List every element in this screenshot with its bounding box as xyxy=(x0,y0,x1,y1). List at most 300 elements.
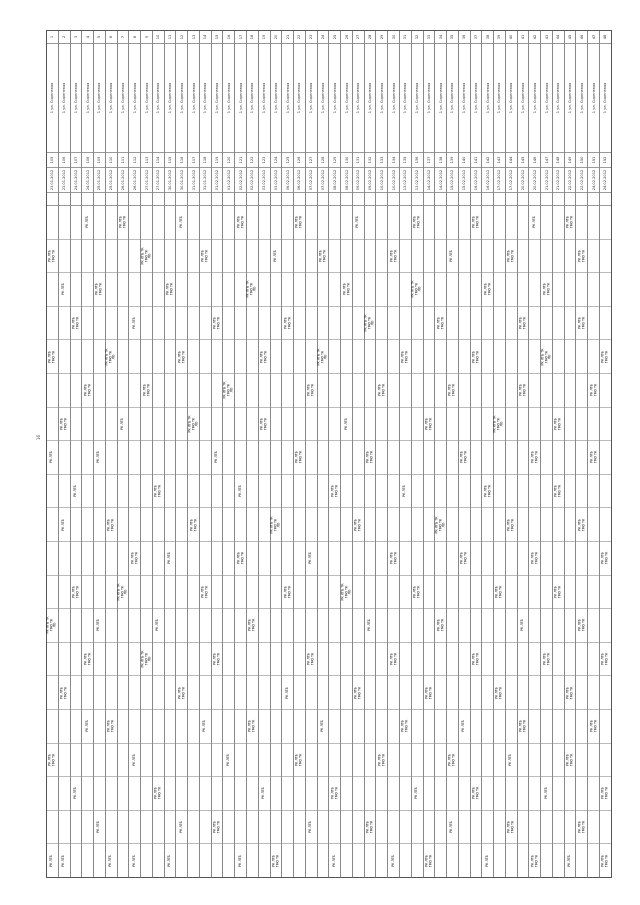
schedule-cell xyxy=(212,777,223,811)
schedule-mark: РК ЛГБ ГМО ТК xyxy=(471,216,479,229)
schedule-cell xyxy=(235,542,246,576)
schedule-cell xyxy=(341,811,352,845)
schedule-mark: РК ЛГБ ГМО ТК xyxy=(294,753,303,767)
schedule-cell xyxy=(59,777,70,811)
schedule-cell xyxy=(376,441,387,475)
schedule-cell xyxy=(165,844,176,877)
schedule-cell xyxy=(259,777,270,811)
row-number-cell-text: 5 xyxy=(97,35,102,39)
schedule-cell xyxy=(212,408,223,442)
schedule-cell xyxy=(541,206,552,240)
schedule-mark: РК ЛГБ ГМО ТК xyxy=(106,719,115,733)
schedule-cell xyxy=(71,508,82,542)
row-number-cell xyxy=(94,31,105,44)
schedule-cell xyxy=(200,844,211,877)
row-number-cell-text: 21 xyxy=(285,34,290,40)
schedule-cell xyxy=(318,408,329,442)
schedule-cell xyxy=(471,576,482,610)
schedule-cell xyxy=(365,508,376,542)
schedule-cell xyxy=(435,811,446,845)
schedule-cell xyxy=(576,811,587,845)
row-name-cell xyxy=(165,44,176,153)
schedule-cell xyxy=(529,408,540,442)
schedule-cell xyxy=(365,777,376,811)
row-date-cell-text: 20.02.2012 xyxy=(532,169,537,191)
schedule-mark: РК ЛГБ ГМО ТК xyxy=(153,484,162,498)
schedule-cell xyxy=(282,475,293,509)
row-date-cell xyxy=(282,168,293,193)
schedule-cell xyxy=(365,744,376,778)
schedule-cell xyxy=(71,811,82,845)
schedule-cell xyxy=(59,206,70,240)
schedule-cell xyxy=(529,676,540,710)
schedule-cell xyxy=(435,710,446,744)
row-code-cell xyxy=(435,153,446,168)
row-date-cell xyxy=(553,168,564,193)
schedule-cell xyxy=(306,643,317,677)
schedule-cell xyxy=(223,508,234,542)
row-date-cell xyxy=(200,168,211,193)
schedule-cell xyxy=(494,844,505,877)
schedule-cell xyxy=(329,609,340,643)
table-row xyxy=(576,31,588,877)
table-row xyxy=(235,31,247,877)
schedule-cell xyxy=(129,676,140,710)
schedule-cell xyxy=(118,576,129,610)
row-number-cell-text: 29 xyxy=(379,34,384,40)
schedule-cell xyxy=(506,307,517,341)
table-row xyxy=(400,31,412,877)
schedule-cell xyxy=(353,676,364,710)
row-code-cell xyxy=(106,153,117,168)
schedule-cell xyxy=(282,643,293,677)
schedule-mark: РК ЛГБ ГМО ТК xyxy=(400,719,409,733)
schedule-cell xyxy=(247,844,258,877)
schedule-cell xyxy=(106,374,117,408)
row-number-cell xyxy=(259,31,270,44)
schedule-cell xyxy=(106,576,117,610)
schedule-cell xyxy=(518,408,529,442)
schedule-cell xyxy=(153,273,164,307)
schedule-cell xyxy=(306,240,317,274)
row-number-cell-text: 46 xyxy=(579,34,584,40)
schedule-cell xyxy=(541,576,552,610)
schedule-mark: РК ЛГБ ГМО ТК xyxy=(271,854,279,867)
schedule-mark: РК ЛГБ ГМО ТК xyxy=(388,652,397,666)
schedule-mark: РК ЛГБ ГМО ТК xyxy=(541,652,550,666)
schedule-cell xyxy=(235,374,246,408)
schedule-mark: РК ЛГБ ТК ГМО ТК ЛО xyxy=(116,583,128,601)
schedule-cell xyxy=(341,676,352,710)
row-name-cell xyxy=(588,44,599,153)
schedule-cell xyxy=(447,576,458,610)
row-name-cell-text: 1 ул. Сиреневая xyxy=(50,82,55,114)
schedule-mark: РК ЛГБ ТК ГМО ТК ЛО xyxy=(316,348,328,366)
table-row xyxy=(506,31,518,877)
schedule-cell xyxy=(553,307,564,341)
schedule-mark: РК ЛГБ ГМО ТК xyxy=(400,350,409,363)
schedule-cell xyxy=(471,710,482,744)
schedule-cell xyxy=(212,811,223,845)
schedule-cell xyxy=(235,744,246,778)
schedule-cell xyxy=(200,307,211,341)
schedule-cell xyxy=(82,475,93,509)
schedule-cell xyxy=(188,676,199,710)
schedule-cell xyxy=(141,777,152,811)
schedule-mark: РК ЛГБ ГМО ТК xyxy=(589,719,597,733)
row-name-cell xyxy=(141,44,152,153)
row-name-cell-text: 1 ул. Сиреневая xyxy=(579,82,584,114)
schedule-cell xyxy=(200,475,211,509)
schedule-cell xyxy=(353,710,364,744)
schedule-cell xyxy=(518,844,529,877)
schedule-cell xyxy=(388,542,399,576)
schedule-cell xyxy=(365,206,376,240)
schedule-cell xyxy=(494,542,505,576)
schedule-cell xyxy=(424,576,435,610)
row-name-cell-text: 1 ул. Сиреневая xyxy=(485,82,490,114)
schedule-cell xyxy=(494,206,505,240)
schedule-cell xyxy=(588,307,599,341)
schedule-cell xyxy=(365,576,376,610)
schedule-mark: РК ЛГБ ГМО ТК xyxy=(565,686,574,699)
row-code-cell xyxy=(482,153,493,168)
row-code-cell xyxy=(94,153,105,168)
schedule-cell xyxy=(518,643,529,677)
row-date-cell xyxy=(400,168,411,193)
schedule-cell xyxy=(71,710,82,744)
schedule-mark: РК ЛГБ xyxy=(461,720,466,733)
schedule-cell xyxy=(518,676,529,710)
row-code-cell xyxy=(576,153,587,168)
schedule-cell xyxy=(212,508,223,542)
schedule-cell xyxy=(447,340,458,374)
schedule-cell xyxy=(482,408,493,442)
row-code-cell-text: 131 xyxy=(356,156,361,164)
schedule-cell xyxy=(412,744,423,778)
schedule-cell xyxy=(329,542,340,576)
row-name-cell-text: 1 ул. Сиреневая xyxy=(297,82,302,114)
schedule-cell xyxy=(541,307,552,341)
schedule-cell xyxy=(282,542,293,576)
schedule-cell xyxy=(165,475,176,509)
table-row xyxy=(459,31,471,877)
schedule-cell xyxy=(94,475,105,509)
schedule-cell xyxy=(176,374,187,408)
row-schedule-cells xyxy=(471,206,482,877)
schedule-cell xyxy=(306,844,317,877)
schedule-mark: РК ЛГБ ТК ГМО ТК ЛО xyxy=(104,348,116,366)
row-code-cell xyxy=(376,153,387,168)
row-name-cell xyxy=(565,44,576,153)
schedule-cell xyxy=(59,576,70,610)
row-number-cell-text: 43 xyxy=(544,34,549,40)
schedule-cell xyxy=(353,643,364,677)
row-schedule-cells xyxy=(329,206,340,877)
schedule-cell xyxy=(294,744,305,778)
schedule-cell xyxy=(235,441,246,475)
schedule-cell xyxy=(82,273,93,307)
schedule-cell xyxy=(412,609,423,643)
row-name-cell-text: 1 ул. Сиреневая xyxy=(509,82,514,114)
row-date-cell xyxy=(435,168,446,193)
row-name-cell-text: 1 ул. Сиреневая xyxy=(250,82,255,114)
row-schedule-cells xyxy=(47,206,58,877)
schedule-cell xyxy=(588,206,599,240)
schedule-cell xyxy=(165,710,176,744)
row-number-cell xyxy=(553,31,564,44)
schedule-cell xyxy=(553,811,564,845)
schedule-mark: РК ЛГБ ГМО ТК xyxy=(436,619,444,632)
schedule-cell xyxy=(600,340,611,374)
schedule-cell xyxy=(588,744,599,778)
schedule-cell xyxy=(176,441,187,475)
schedule-cell xyxy=(447,408,458,442)
schedule-cell xyxy=(129,609,140,643)
schedule-cell xyxy=(388,609,399,643)
row-number-cell xyxy=(447,31,458,44)
row-schedule-cells xyxy=(565,206,576,877)
schedule-cell xyxy=(176,576,187,610)
schedule-cell xyxy=(376,240,387,274)
schedule-cell xyxy=(565,508,576,542)
row-code-cell-text: 144 xyxy=(509,156,514,164)
row-number-cell-text: 45 xyxy=(568,34,573,40)
schedule-cell xyxy=(247,643,258,677)
schedule-cell xyxy=(318,744,329,778)
schedule-cell xyxy=(471,475,482,509)
schedule-cell xyxy=(400,307,411,341)
schedule-cell xyxy=(223,676,234,710)
row-number-cell-text: 39 xyxy=(497,34,502,40)
schedule-cell xyxy=(376,609,387,643)
schedule-cell xyxy=(165,508,176,542)
schedule-cell xyxy=(435,744,446,778)
schedule-cell xyxy=(388,307,399,341)
row-code-cell-text: 115 xyxy=(168,156,173,164)
schedule-cell xyxy=(153,676,164,710)
schedule-cell xyxy=(106,844,117,877)
schedule-cell xyxy=(459,206,470,240)
row-number-cell xyxy=(565,31,576,44)
schedule-mark: РК ЛГБ ГМО ТК xyxy=(212,652,221,666)
schedule-mark: РК ЛГБ ГМО ТК xyxy=(471,787,479,800)
schedule-cell xyxy=(412,643,423,677)
schedule-cell xyxy=(212,676,223,710)
schedule-mark: РК ЛГБ ГМО ТК xyxy=(294,216,303,229)
schedule-cell xyxy=(153,811,164,845)
schedule-cell xyxy=(271,374,282,408)
schedule-cell xyxy=(588,576,599,610)
row-schedule-cells xyxy=(376,206,387,877)
schedule-cell xyxy=(94,643,105,677)
schedule-cell xyxy=(365,475,376,509)
schedule-cell xyxy=(341,441,352,475)
schedule-cell xyxy=(165,408,176,442)
schedule-cell xyxy=(400,273,411,307)
schedule-mark: РК ЛГБ ГМО ТК xyxy=(589,384,597,397)
schedule-cell xyxy=(553,206,564,240)
row-number-cell xyxy=(212,31,223,44)
schedule-cell xyxy=(247,374,258,408)
schedule-cell xyxy=(553,710,564,744)
schedule-cell xyxy=(518,374,529,408)
schedule-mark: РК ЛГБ xyxy=(73,485,78,497)
schedule-cell xyxy=(482,643,493,677)
row-date-cell xyxy=(482,168,493,193)
schedule-cell xyxy=(176,508,187,542)
schedule-cell xyxy=(588,777,599,811)
schedule-cell xyxy=(400,408,411,442)
row-name-cell-text: 1 ул. Сиреневая xyxy=(426,82,431,114)
schedule-cell xyxy=(235,508,246,542)
row-blank-cell xyxy=(282,193,293,206)
row-date-cell xyxy=(318,168,329,193)
schedule-mark: РК ЛГБ ГМО ТК xyxy=(200,249,209,263)
schedule-mark: РК ЛГБ ТК ГМО ТК ЛО xyxy=(493,415,505,433)
schedule-cell xyxy=(341,240,352,274)
schedule-cell xyxy=(82,844,93,877)
schedule-cell xyxy=(47,206,58,240)
schedule-cell xyxy=(106,811,117,845)
schedule-cell xyxy=(129,307,140,341)
row-code-cell-text: 122 xyxy=(250,156,255,164)
row-date-cell-text: 07.02.2012 xyxy=(320,169,325,191)
schedule-cell xyxy=(376,576,387,610)
row-date-cell xyxy=(329,168,340,193)
schedule-cell xyxy=(106,441,117,475)
row-number-cell xyxy=(412,31,423,44)
schedule-cell xyxy=(247,475,258,509)
row-name-cell-text: 1 ул. Сиреневая xyxy=(109,82,114,114)
schedule-cell xyxy=(471,676,482,710)
schedule-cell xyxy=(223,206,234,240)
row-number-cell-text: 40 xyxy=(509,34,514,40)
row-blank-cell xyxy=(306,193,317,206)
row-number-cell-text: 13 xyxy=(191,34,196,40)
schedule-cell xyxy=(259,441,270,475)
schedule-cell xyxy=(188,811,199,845)
schedule-cell xyxy=(541,710,552,744)
row-number-cell xyxy=(341,31,352,44)
row-name-cell-text: 1 ул. Сиреневая xyxy=(462,82,467,114)
schedule-cell xyxy=(353,576,364,610)
schedule-cell xyxy=(259,508,270,542)
table-row xyxy=(471,31,483,877)
schedule-cell xyxy=(200,777,211,811)
schedule-cell xyxy=(71,374,82,408)
schedule-cell xyxy=(600,643,611,677)
schedule-cell xyxy=(412,307,423,341)
row-schedule-cells xyxy=(553,206,564,877)
schedule-cell xyxy=(82,744,93,778)
schedule-cell xyxy=(553,676,564,710)
row-date-cell xyxy=(447,168,458,193)
schedule-mark: РК ЛГБ xyxy=(120,417,125,430)
schedule-cell xyxy=(153,844,164,877)
table-row xyxy=(318,31,330,877)
schedule-cell xyxy=(353,340,364,374)
schedule-cell xyxy=(588,811,599,845)
schedule-mark: РК ЛГБ ГМО ТК xyxy=(447,384,456,397)
row-blank-cell xyxy=(235,193,246,206)
table-row xyxy=(353,31,365,877)
row-number-cell xyxy=(306,31,317,44)
schedule-cell xyxy=(529,340,540,374)
schedule-cell xyxy=(329,710,340,744)
row-schedule-cells xyxy=(459,206,470,877)
table-row xyxy=(482,31,494,877)
schedule-cell xyxy=(282,811,293,845)
row-number-cell xyxy=(400,31,411,44)
row-date-cell xyxy=(376,168,387,193)
row-schedule-cells xyxy=(165,206,176,877)
schedule-cell xyxy=(94,576,105,610)
schedule-mark: РК ЛГБ ГМО ТК xyxy=(553,484,562,498)
row-date-cell xyxy=(247,168,258,193)
schedule-cell xyxy=(353,374,364,408)
row-name-cell xyxy=(153,44,164,153)
schedule-mark: РК ЛГБ ГМО ТК xyxy=(59,417,68,431)
schedule-mark: РК ЛГБ xyxy=(414,787,419,800)
schedule-cell xyxy=(400,508,411,542)
row-number-cell xyxy=(365,31,376,44)
schedule-cell xyxy=(82,307,93,341)
schedule-mark: РК ЛГБ ГМО ТК xyxy=(424,854,432,867)
schedule-cell xyxy=(565,643,576,677)
row-date-cell xyxy=(388,168,399,193)
schedule-cell xyxy=(188,408,199,442)
row-code-cell-text: 118 xyxy=(203,156,208,164)
schedule-cell xyxy=(459,340,470,374)
row-schedule-cells xyxy=(294,206,305,877)
row-code-cell-text: 139 xyxy=(450,156,455,164)
schedule-cell xyxy=(294,777,305,811)
schedule-cell xyxy=(435,408,446,442)
row-date-cell xyxy=(529,168,540,193)
schedule-cell xyxy=(600,475,611,509)
row-blank-cell xyxy=(424,193,435,206)
schedule-mark: РК ЛГБ ГМО ТК xyxy=(600,854,609,867)
schedule-cell xyxy=(353,609,364,643)
row-date-cell-text: 16.02.2012 xyxy=(485,169,490,191)
schedule-cell xyxy=(71,475,82,509)
schedule-cell xyxy=(518,744,529,778)
schedule-cell xyxy=(294,206,305,240)
row-date-cell xyxy=(59,168,70,193)
schedule-cell xyxy=(365,240,376,274)
row-number-cell-text: 22 xyxy=(297,34,302,40)
schedule-mark: РК ЛГБ ГМО ТК xyxy=(259,417,268,431)
schedule-cell xyxy=(212,307,223,341)
schedule-cell xyxy=(106,777,117,811)
row-name-cell-text: 1 ул. Сиреневая xyxy=(320,82,325,114)
schedule-cell xyxy=(353,441,364,475)
row-code-cell-text: 148 xyxy=(556,156,561,164)
schedule-cell xyxy=(506,273,517,307)
row-name-cell xyxy=(459,44,470,153)
schedule-cell xyxy=(118,240,129,274)
schedule-mark: РК ЛГБ ГМО ТК xyxy=(294,451,303,464)
schedule-cell xyxy=(553,374,564,408)
schedule-cell xyxy=(553,777,564,811)
row-blank-cell xyxy=(176,193,187,206)
table-row xyxy=(129,31,141,877)
schedule-cell xyxy=(176,710,187,744)
table-row xyxy=(271,31,283,877)
table-row xyxy=(47,31,59,877)
schedule-cell xyxy=(153,508,164,542)
